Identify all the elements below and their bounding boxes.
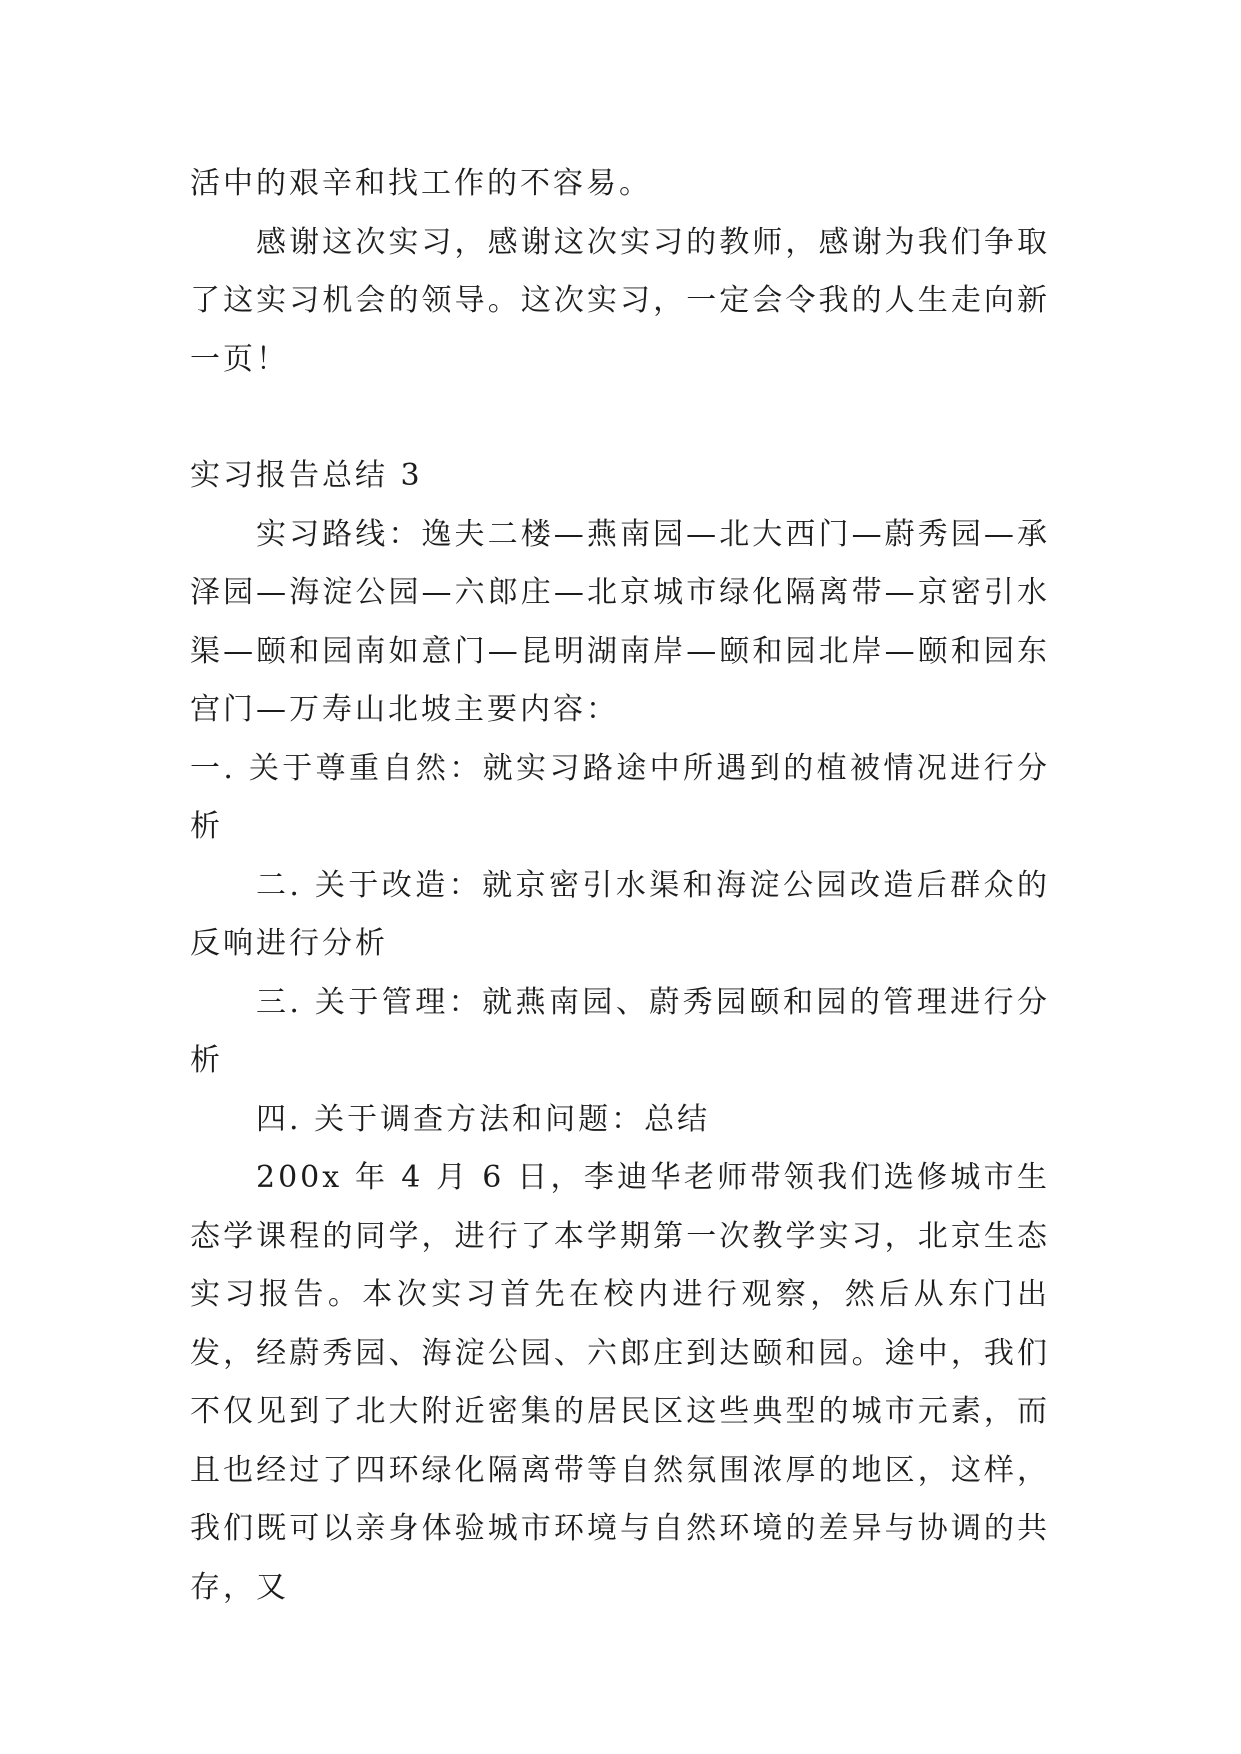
section-heading: 实习报告总结 3 [190, 458, 423, 493]
list-item-respect-nature: 一. 关于尊重自然：就实习路途中所遇到的植被情况进行分析 [190, 750, 1050, 844]
list-item-transformation: 二. 关于改造：就京密引水渠和海淀公园改造后群众的反响进行分析 [190, 867, 1050, 961]
paragraph-route: 实习路线：逸夫二楼—燕南园—北大西门—蔚秀园—承泽园—海淀公园—六郎庄—北京城市绿化隔离带—京密引水渠—颐和园南如意门—昆明湖南岸—颐和园北岸—颐和园东宫门—万寿山北坡主要内容： [190, 516, 1050, 727]
document-body [190, 155, 1050, 1617]
paragraph-continuation: 活中的艰辛和找工作的不容易。 [190, 166, 652, 201]
paragraph-thanks: 感谢这次实习，感谢这次实习的教师，感谢为我们争取了这实习机会的领导。这次实习，一定会令我的人生走向新一页！ [190, 224, 1050, 377]
list-item-management: 三. 关于管理：就燕南园、蔚秀园颐和园的管理进行分析 [190, 984, 1050, 1078]
list-item-survey-methods: 四. 关于调查方法和问题：总结 [256, 1101, 711, 1137]
paragraph-trip-description: 200x 年 4 月 6 日，李迪华老师带领我们选修城市生态学课程的同学，进行了本学期第一次教学实习，北京生态实习报告。本次实习首先在校内进行观察，然后从东门出发，经蔚秀园、海淀公园、六郎庄到达颐和园。途中，我们不仅见到了北大附近密集的居民区这些典型的城市元素，而且也经过了四环绿化隔离带等自然氛围浓厚的地区，这样，我们既可以亲身体验城市环境与自然环境的差异与协调的共存，又 [190, 1160, 1050, 1605]
